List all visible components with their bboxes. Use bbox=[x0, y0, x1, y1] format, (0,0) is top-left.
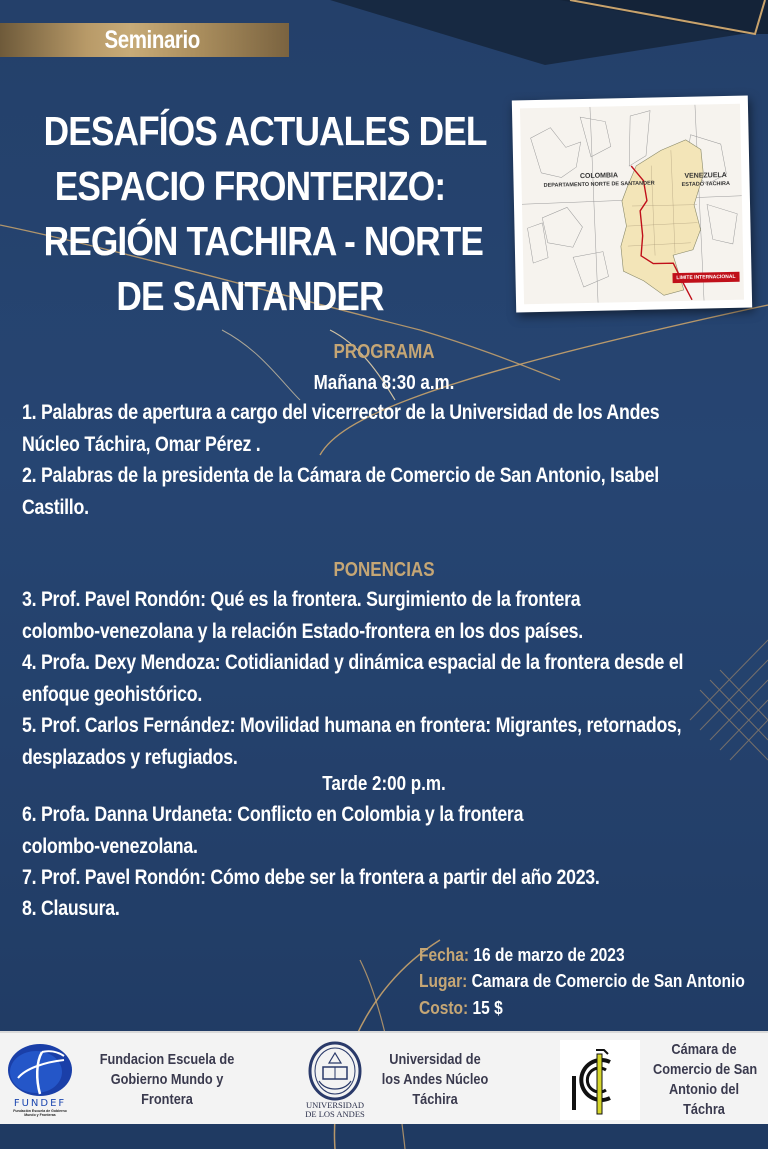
banner-label: Seminario bbox=[104, 25, 201, 54]
date-value: 16 de marzo de 2023 bbox=[473, 944, 625, 965]
ula-logo: UNIVERSIDAD DE LOS ANDES bbox=[304, 1041, 366, 1119]
afternoon-session-time: Tarde 2:00 p.m. bbox=[322, 773, 446, 795]
sponsors-footer bbox=[0, 1031, 768, 1124]
fundef-globe-icon bbox=[6, 1042, 74, 1098]
title-line: REGIÓN TACHIRA - NORTE bbox=[43, 218, 484, 264]
programa-heading: PROGRAMA bbox=[333, 341, 435, 363]
morning-session-time: Mañana 8:30 a.m. bbox=[313, 372, 455, 394]
map-label-colombia: COLOMBIA DEPARTAMENTO NORTE DE SANTANDER bbox=[543, 172, 655, 189]
fundef-name: Fundacion Escuela de Gobierno Mundo y Frontera bbox=[99, 1050, 235, 1108]
map-legend: LIMITE INTERNACIONAL bbox=[672, 272, 739, 283]
sponsor-ula bbox=[304, 1033, 500, 1126]
program-item-7: 7. Prof. Pavel Rondón: Cómo debe ser la frontera a partir del año 2023. bbox=[22, 866, 600, 889]
camara-name: Cámara de Comercio de San Antonio del Táchra bbox=[653, 1040, 758, 1118]
location-value: Camara de Comercio de San Antonio bbox=[471, 970, 745, 991]
page-title bbox=[43, 104, 487, 324]
seminar-banner bbox=[0, 23, 289, 57]
program-item-1: 1. Palabras de apertura a cargo del vicerrector de la Universidad de los Andes Núcleo Táchira, Omar Pérez . bbox=[22, 401, 660, 456]
program-item-6: 6. Profa. Danna Urdaneta: Conflicto en Colombia y la frontera colombo-venezolana. bbox=[22, 803, 524, 858]
event-date bbox=[419, 942, 768, 969]
program-item-2: 2. Palabras de la presidenta de la Cámara de Comercio de San Antonio, Isabel Castillo. bbox=[22, 464, 659, 519]
date-label: Fecha: bbox=[419, 944, 470, 965]
title-line: ESPACIO FRONTERIZO: bbox=[54, 163, 446, 209]
ponencias-heading: PONENCIAS bbox=[333, 559, 435, 581]
title-line: DE SANTANDER bbox=[116, 273, 384, 319]
fundef-logo: FUNDEF Fundación Escuela de Gobierno Mundo y Fronteras bbox=[4, 1042, 76, 1117]
border-map-image bbox=[512, 96, 752, 313]
event-cost bbox=[419, 995, 768, 1022]
map-label-venezuela: VENEZUELA ESTADO TACHIRA bbox=[681, 172, 731, 188]
ula-name: Universidad de los Andes Núcleo Táchira bbox=[381, 1050, 489, 1108]
title-line: DESAFÍOS ACTUALES DEL bbox=[43, 108, 487, 154]
program-item-3: 3. Prof. Pavel Rondón: Qué es la frontera. Surgimiento de la frontera colombo-venezolana y la relación Estado-frontera en los dos países. bbox=[22, 588, 583, 643]
program-item-4: 4. Profa. Dexy Mendoza: Cotidianidad y dinámica espacial de la frontera desde el enfoque geohistórico. bbox=[22, 651, 684, 706]
sponsor-camara bbox=[560, 1033, 764, 1126]
cost-label: Costo: bbox=[419, 997, 469, 1018]
camara-logo-icon bbox=[560, 1040, 640, 1120]
cost-value: 15 $ bbox=[472, 997, 503, 1018]
location-label: Lugar: bbox=[419, 970, 468, 991]
ula-seal-icon bbox=[307, 1041, 363, 1101]
program-item-5: 5. Prof. Carlos Fernández: Movilidad humana en frontera: Migrantes, retornados, desplazados y refugiados. bbox=[22, 714, 682, 769]
event-location bbox=[419, 968, 768, 995]
sponsor-fundef bbox=[4, 1033, 252, 1126]
program-item-8: 8. Clausura. bbox=[22, 897, 120, 920]
fundef-wordmark: FUNDEF bbox=[13, 1098, 67, 1109]
